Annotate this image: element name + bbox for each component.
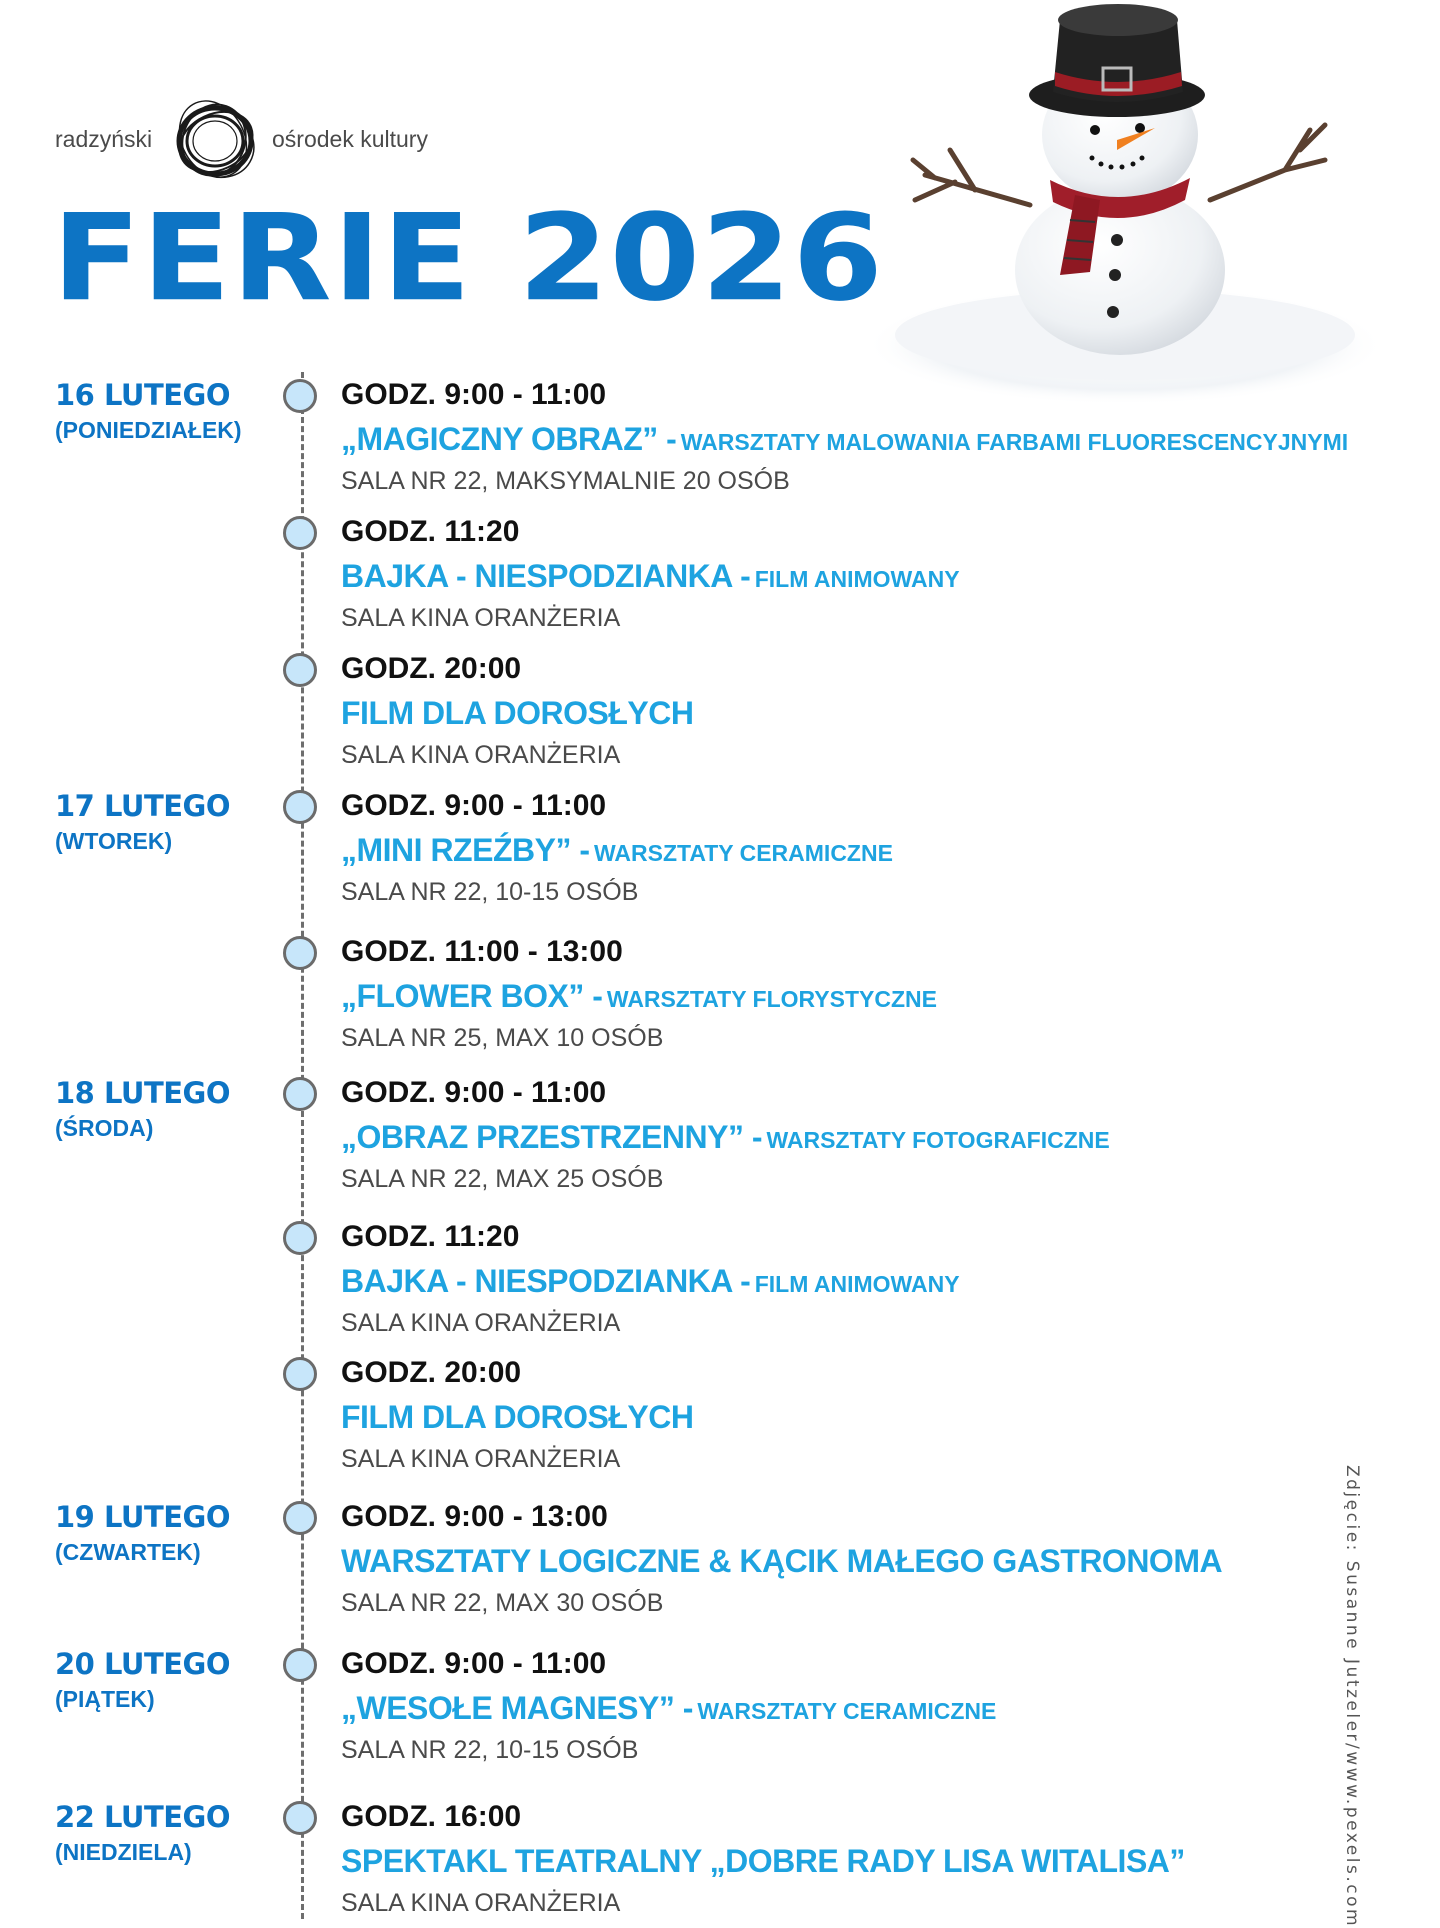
event-place: SALA NR 22, 10-15 OSÓB	[341, 1736, 639, 1764]
day-label	[55, 1076, 230, 1144]
event-time: GODZ. 9:00 - 11:00	[341, 789, 607, 822]
timeline-dot-icon	[283, 516, 317, 550]
timeline-dot-icon	[283, 379, 317, 413]
day-weekday: (PONIEDZIAŁEK)	[55, 417, 242, 443]
event-time: GODZ. 9:00 - 13:00	[341, 1500, 608, 1533]
event-title: WARSZTATY LOGICZNE & KĄCIK MAŁEGO GASTRONOMA	[341, 1543, 1223, 1579]
day-label	[55, 1647, 230, 1715]
event-time: GODZ. 11:20	[341, 515, 520, 548]
event-time: GODZ. 11:20	[341, 1220, 520, 1253]
event-subtitle: WARSZTATY FOTOGRAFICZNE	[766, 1127, 1110, 1153]
event-time: GODZ. 9:00 - 11:00	[341, 1076, 607, 1109]
photo-credit: Zdjęcie: Susanne Jutzeler/www.pexels.com	[1342, 1465, 1362, 1928]
day-weekday: (PIĄTEK)	[55, 1686, 155, 1712]
timeline-dot-icon	[283, 1077, 317, 1111]
day-date: 16 LUTEGO	[55, 378, 230, 412]
day-date: 20 LUTEGO	[55, 1647, 230, 1681]
day-date: 17 LUTEGO	[55, 789, 230, 823]
timeline-dot-icon	[283, 653, 317, 687]
event-subtitle: FILM ANIMOWANY	[754, 566, 960, 592]
event-title: „MINI RZEŹBY” -	[341, 832, 590, 868]
event-time: GODZ. 20:00	[341, 652, 522, 685]
event-place: SALA NR 22, MAKSYMALNIE 20 OSÓB	[341, 467, 790, 495]
timeline-dot-icon	[283, 1357, 317, 1391]
day-weekday: (ŚRODA)	[55, 1115, 154, 1141]
event-title: FILM DLA DOROSŁYCH	[341, 695, 694, 731]
event-subtitle: WARSZTATY CERAMICZNE	[593, 840, 893, 866]
day-label	[55, 1800, 230, 1868]
logo-text-right: ośrodek kultury	[272, 126, 428, 152]
logo	[55, 96, 495, 186]
event-title: FILM DLA DOROSŁYCH	[341, 1399, 694, 1435]
logo-ring-icon	[167, 96, 263, 186]
event-time: GODZ. 9:00 - 11:00	[341, 378, 607, 411]
logo-text-left: radzyński	[55, 126, 153, 152]
event-place: SALA NR 22, MAX 25 OSÓB	[341, 1165, 664, 1193]
day-weekday: (WTOREK)	[55, 828, 173, 854]
day-label	[55, 378, 242, 446]
timeline-dot-icon	[283, 790, 317, 824]
day-date: 19 LUTEGO	[55, 1500, 230, 1534]
day-date: 18 LUTEGO	[55, 1076, 230, 1110]
page-title: FERIE 2026	[52, 187, 884, 328]
event-time: GODZ. 11:00 - 13:00	[341, 935, 623, 968]
event-title: „MAGICZNY OBRAZ” -	[341, 421, 677, 457]
event-place: SALA KINA ORANŻERIA	[341, 1889, 621, 1917]
event-subtitle: WARSZTATY FLORYSTYCZNE	[606, 986, 937, 1012]
event-place: SALA KINA ORANŻERIA	[341, 741, 621, 769]
timeline-dot-icon	[283, 936, 317, 970]
timeline-line	[301, 372, 304, 1919]
event-title: BAJKA - NIESPODZIANKA -	[341, 558, 751, 594]
day-weekday: (CZWARTEK)	[55, 1539, 201, 1565]
event-place: SALA KINA ORANŻERIA	[341, 1445, 621, 1473]
event-subtitle: FILM ANIMOWANY	[754, 1271, 960, 1297]
timeline-dot-icon	[283, 1221, 317, 1255]
event-title: „FLOWER BOX” -	[341, 978, 603, 1014]
event-time: GODZ. 20:00	[341, 1356, 522, 1389]
day-label	[55, 789, 230, 857]
day-weekday: (NIEDZIELA)	[55, 1839, 192, 1865]
event-place: SALA NR 22, MAX 30 OSÓB	[341, 1589, 664, 1617]
event-title: SPEKTAKL TEATRALNY „DOBRE RADY LISA WITALISA”	[341, 1843, 1185, 1879]
snowman-illustration	[855, 0, 1375, 410]
event-title: BAJKA - NIESPODZIANKA -	[341, 1263, 751, 1299]
timeline-dot-icon	[283, 1801, 317, 1835]
event-time: GODZ. 9:00 - 11:00	[341, 1647, 607, 1680]
event-place: SALA NR 25, MAX 10 OSÓB	[341, 1024, 664, 1052]
event-place: SALA KINA ORANŻERIA	[341, 1309, 621, 1337]
day-date: 22 LUTEGO	[55, 1800, 230, 1834]
day-label	[55, 1500, 230, 1568]
event-title: „OBRAZ PRZESTRZENNY” -	[341, 1119, 762, 1155]
event-time: GODZ. 16:00	[341, 1800, 522, 1833]
event-place: SALA KINA ORANŻERIA	[341, 604, 621, 632]
event-place: SALA NR 22, 10-15 OSÓB	[341, 878, 639, 906]
timeline-dot-icon	[283, 1501, 317, 1535]
timeline-dot-icon	[283, 1648, 317, 1682]
event-subtitle: WARSZTATY MALOWANIA FARBAMI FLUORESCENCYJNYMI	[680, 429, 1349, 455]
event-title: „WESOŁE MAGNESY” -	[341, 1690, 693, 1726]
event-subtitle: WARSZTATY CERAMICZNE	[697, 1698, 997, 1724]
